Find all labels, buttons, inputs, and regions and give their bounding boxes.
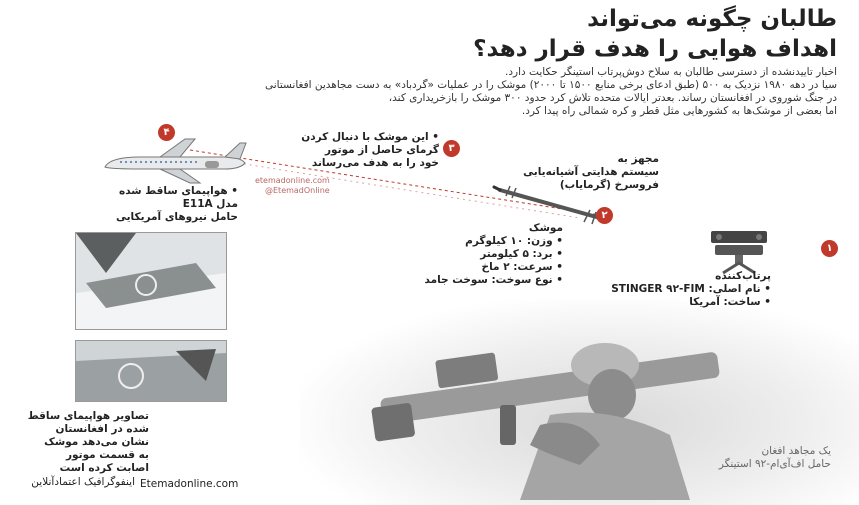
missile-spec: • سرعت: ۲ ماخ [425, 261, 564, 274]
badge-4: ۴ [158, 124, 175, 141]
heat-caption [301, 131, 439, 170]
launcher-spec: • ساخت: آمریکا [611, 296, 771, 309]
footer-credit: اینفوگرافیک اعتمادآنلاین [31, 476, 135, 488]
plane-caption-line: حامل نیروهای آمریکایی [115, 211, 238, 223]
photos-caption-line: تصاویر هواپیمای ساقط [27, 410, 149, 422]
footer-site: Etemadonline.com [140, 478, 239, 490]
intro-paragraph [47, 66, 837, 118]
soldier-caption-line: حامل اف‌آی‌ام-۹۲ استینگر [718, 458, 831, 470]
wreckage-photo-2 [75, 340, 227, 402]
launcher-spec: • نام اصلی: STINGER ۹۲-FIM [611, 283, 771, 296]
intro-line: اخبار تاییدنشده از دسترسی طالبان به سلاح دوش‌پرتاب استینگر حکایت دارد. [505, 66, 837, 78]
photos-caption-line: شده در افغانستان [55, 423, 149, 435]
photos-caption-line: اصابت کرده است [59, 462, 149, 474]
intro-line: اما بعضی از موشک‌ها به کشورهایی مثل قطر و کره شمالی راه پیدا کرد. [521, 105, 837, 117]
launcher-image [705, 225, 775, 275]
badge-2: ۲ [596, 207, 613, 224]
badge-1: ۱ [821, 240, 838, 257]
soldier-with-stinger-image [350, 305, 730, 500]
seeker-caption-line: مجهز به [617, 153, 659, 165]
missile-spec: • برد: ۵ کیلومتر [425, 248, 564, 261]
heat-caption-line: گرمای حاصل از موتور [325, 144, 439, 156]
page-title-line2: اهداف هوایی را هدف قرار دهد؟ [473, 36, 837, 62]
plane-caption [116, 185, 238, 224]
watermark-site: etemadonline.com [255, 176, 330, 185]
missile-spec: • وزن: ۱۰ کیلوگرم [425, 235, 564, 248]
soldier-caption-line: یک مجاهد افغان [761, 445, 831, 457]
missile-spec: • نوع سوخت: سوخت جامد [425, 274, 564, 287]
watermark-handle: @EtemadOnline [265, 186, 330, 195]
heat-caption-line: خود را به هدف می‌رساند [311, 157, 439, 169]
heat-caption-line: • این موشک با دنبال کردن [301, 131, 439, 144]
plane-caption-line: • هواپیمای ساقط شده [116, 185, 238, 198]
wreckage-photo-1 [75, 232, 227, 330]
badge-3: ۳ [443, 140, 460, 157]
seeker-caption-line: سیستم هدایتی آشیانه‌یابی [523, 166, 659, 178]
photos-caption-line: به قسمت موتور [66, 449, 149, 461]
page-title-line1: طالبان چگونه می‌تواند [587, 6, 837, 32]
seeker-caption-line: فروسرخ (گرمایاب) [559, 179, 659, 191]
soldier-caption [719, 445, 831, 471]
intro-line: در جنگ شوروی در افغانستان رساند. بعدتر ایالات متحده تلاش کرد حدود ۳۰۰ موشک را بازخریداری کند، [388, 92, 837, 104]
missile-heading: موشک [528, 222, 563, 234]
photos-caption-line: نشان می‌دهد موشک [44, 436, 149, 448]
intro-line: سیا در دهه ۱۹۸۰ نزدیک به ۵۰۰ (طبق ادعای برخی منابع ۱۵۰۰ تا ۲۰۰۰) موشک را در عملیات «گردباد» به دست مجاهدین افغانستانی [264, 79, 837, 91]
launcher-heading: پرتاب‌کننده [715, 270, 771, 282]
photos-caption [28, 410, 149, 475]
launcher-caption [611, 270, 771, 309]
plane-caption-line: مدل E11A [182, 198, 238, 210]
missile-caption [425, 222, 564, 287]
